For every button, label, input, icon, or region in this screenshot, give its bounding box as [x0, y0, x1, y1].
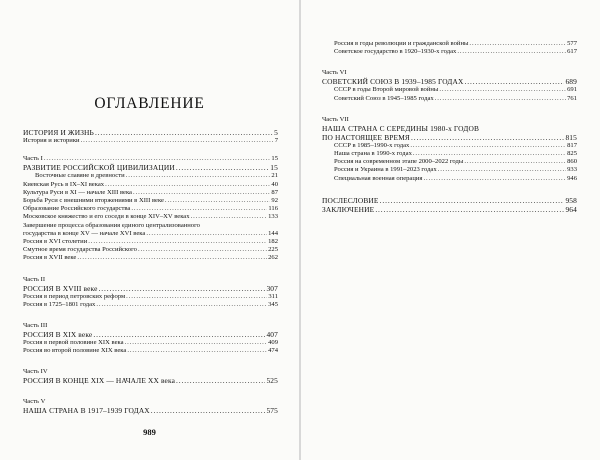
toc-entry	[23, 172, 278, 180]
entry-page: 40	[271, 180, 278, 188]
toc-entry	[23, 213, 278, 221]
part-label: Часть V	[23, 398, 46, 406]
entry-page: 691	[567, 86, 577, 94]
entry-title: Россия во второй половине XIX века	[23, 347, 127, 355]
page-number: 989	[143, 427, 156, 437]
entry-page: 225	[268, 246, 278, 254]
entry-title: Завершение процесса образования единого централизованного	[23, 221, 200, 229]
entry-page: 474	[268, 347, 278, 355]
toc-right	[322, 40, 577, 214]
part-label: Часть III	[23, 322, 48, 330]
part-heading	[322, 133, 577, 142]
entry-title: РАЗВИТИЕ РОССИЙСКОЙ ЦИВИЛИЗАЦИИ	[23, 163, 175, 173]
part-label: Часть IV	[23, 368, 48, 376]
entry-title: СССР в годы Второй мировой войны	[334, 86, 439, 94]
toc-entry	[23, 205, 278, 213]
entry-page: 946	[567, 174, 577, 182]
entry-title: ПО НАСТОЯЩЕЕ ВРЕМЯ	[322, 132, 410, 142]
entry-page: 761	[567, 94, 577, 102]
part-heading	[23, 163, 278, 172]
entry-page: 182	[268, 238, 278, 246]
entry-title: Специальная военная операция	[334, 174, 423, 182]
entry-page: 815	[565, 132, 577, 142]
entry-title: Россия в годы революции и гражданской войны	[334, 40, 469, 47]
entry-page: 817	[567, 141, 577, 149]
entry-title: Россия в первой половине XIX века	[23, 339, 124, 347]
toc-entry	[322, 166, 577, 174]
entry-page: 860	[567, 158, 577, 166]
entry-page: 525	[266, 376, 278, 386]
entry-title: ИСТОРИЯ И ЖИЗНЬ	[23, 128, 94, 137]
entry-page: 262	[268, 254, 278, 262]
toc-entry	[322, 150, 577, 158]
entry-title: ПОСЛЕСЛОВИЕ	[322, 195, 379, 205]
entry-title: Россия в XVI столетии	[23, 238, 88, 246]
entry-page: 311	[268, 292, 278, 300]
entry-page: 87	[271, 188, 278, 196]
toc-entry	[322, 86, 577, 94]
entry-page: 407	[266, 330, 278, 340]
entry-title: государства в конце XV — начале XVI века	[23, 229, 146, 237]
entry-title: Россия в XVII веке	[23, 254, 77, 262]
toc-entry	[322, 158, 577, 166]
part-heading-line1	[322, 124, 577, 133]
entry-title: Образование Российского государства	[23, 205, 131, 213]
entry-page: 116	[268, 205, 278, 213]
entry-title: СОВЕТСКИЙ СОЮЗ В 1939–1985 ГОДАХ	[322, 77, 464, 87]
entry-page: 7	[274, 137, 278, 144]
toc-entry	[322, 142, 577, 150]
part-heading	[322, 77, 577, 86]
toc-entry	[23, 189, 278, 197]
toc-entry	[23, 181, 278, 189]
entry-page: 825	[567, 150, 577, 158]
entry-page: 964	[565, 204, 577, 214]
entry-page: 15	[270, 163, 278, 173]
entry-page: 345	[268, 300, 278, 308]
left-page	[0, 0, 299, 460]
part-heading	[23, 330, 278, 339]
toc-entry	[322, 196, 577, 205]
toc-entry	[23, 347, 278, 355]
entry-title: Смутное время государства Российского	[23, 246, 137, 254]
entry-title: НАША СТРАНА В 1917–1939 ГОДАХ	[23, 406, 150, 416]
toc-entry-line1	[23, 222, 278, 230]
toc-entry	[23, 301, 278, 309]
entry-title: Киевская Русь в IX–XI веках	[23, 180, 105, 188]
entry-title: РОССИЯ В XIX веке	[23, 330, 93, 340]
toc-entry	[23, 339, 278, 347]
toc-entry	[322, 40, 577, 48]
entry-title: История и историки	[23, 137, 80, 144]
entry-page: 92	[271, 197, 278, 205]
entry-title: Советский Союз в 1945–1985 годах	[334, 94, 434, 102]
page-title: ОГЛАВЛЕНИЕ	[94, 95, 205, 112]
entry-page: 307	[266, 283, 278, 293]
entry-title: Культура Руси в XI — начале XIII века	[23, 188, 132, 196]
part-label-row	[23, 155, 278, 163]
entry-page: 133	[268, 213, 278, 221]
toc-entry	[23, 128, 278, 137]
part-label: Часть VII	[322, 115, 349, 123]
toc-entry	[23, 137, 278, 145]
part-label: Часть I	[23, 155, 43, 163]
part-heading	[23, 376, 278, 385]
entry-title: Советское государство в 1920–1930-х годах	[334, 48, 457, 56]
entry-page: 15	[271, 155, 278, 163]
toc-entry	[322, 205, 577, 214]
toc-entry	[322, 95, 577, 103]
entry-page: 577	[567, 40, 577, 47]
toc-entry	[23, 246, 278, 254]
entry-page: 575	[266, 406, 278, 416]
entry-title: ЗАКЛЮЧЕНИЕ	[322, 204, 375, 214]
part-heading	[23, 406, 278, 415]
entry-title: Россия в 1725–1801 годах	[23, 300, 96, 308]
entry-title: НАША СТРАНА С СЕРЕДИНЫ 1980-х ГОДОВ	[322, 123, 480, 133]
right-page	[301, 0, 600, 460]
entry-title: Московское княжество и его соседи в конце XIV–XV веках	[23, 213, 190, 221]
toc-entry	[23, 254, 278, 262]
entry-page: 617	[567, 48, 577, 56]
entry-title: Россия на современном этапе 2000–2022 годы	[334, 158, 464, 166]
entry-title: СССР в 1985–1990-х годах	[334, 141, 410, 149]
entry-page: 5	[274, 128, 278, 137]
entry-title: РОССИЯ В XVIII веке	[23, 283, 98, 293]
toc-entry	[322, 175, 577, 183]
part-label: Часть II	[23, 275, 46, 283]
entry-page: 409	[268, 339, 278, 347]
entry-title: Наша страна в 1990-х годах	[334, 150, 412, 158]
part-heading	[23, 284, 278, 293]
entry-page: 689	[565, 77, 577, 87]
entry-title: Россия в период петровских реформ	[23, 292, 126, 300]
entry-title: Восточные славяне в древности	[35, 172, 125, 180]
entry-title: Россия и Украина в 1991–2023 годах	[334, 166, 437, 174]
entry-title: РОССИЯ В КОНЦЕ XIX — НАЧАЛЕ XX века	[23, 376, 176, 386]
entry-page: 21	[271, 172, 278, 180]
entry-page: 144	[268, 229, 278, 237]
toc-entry	[23, 197, 278, 205]
part-label: Часть VI	[322, 69, 347, 77]
toc-entry	[322, 48, 577, 56]
toc-entry	[23, 293, 278, 301]
toc-entry	[23, 238, 278, 246]
toc-entry	[23, 230, 278, 238]
entry-page: 933	[567, 166, 577, 174]
entry-title: Борьба Руси с внешними вторжениями в XIII веке	[23, 197, 164, 205]
entry-page: 958	[565, 195, 577, 205]
toc-left	[23, 128, 278, 415]
